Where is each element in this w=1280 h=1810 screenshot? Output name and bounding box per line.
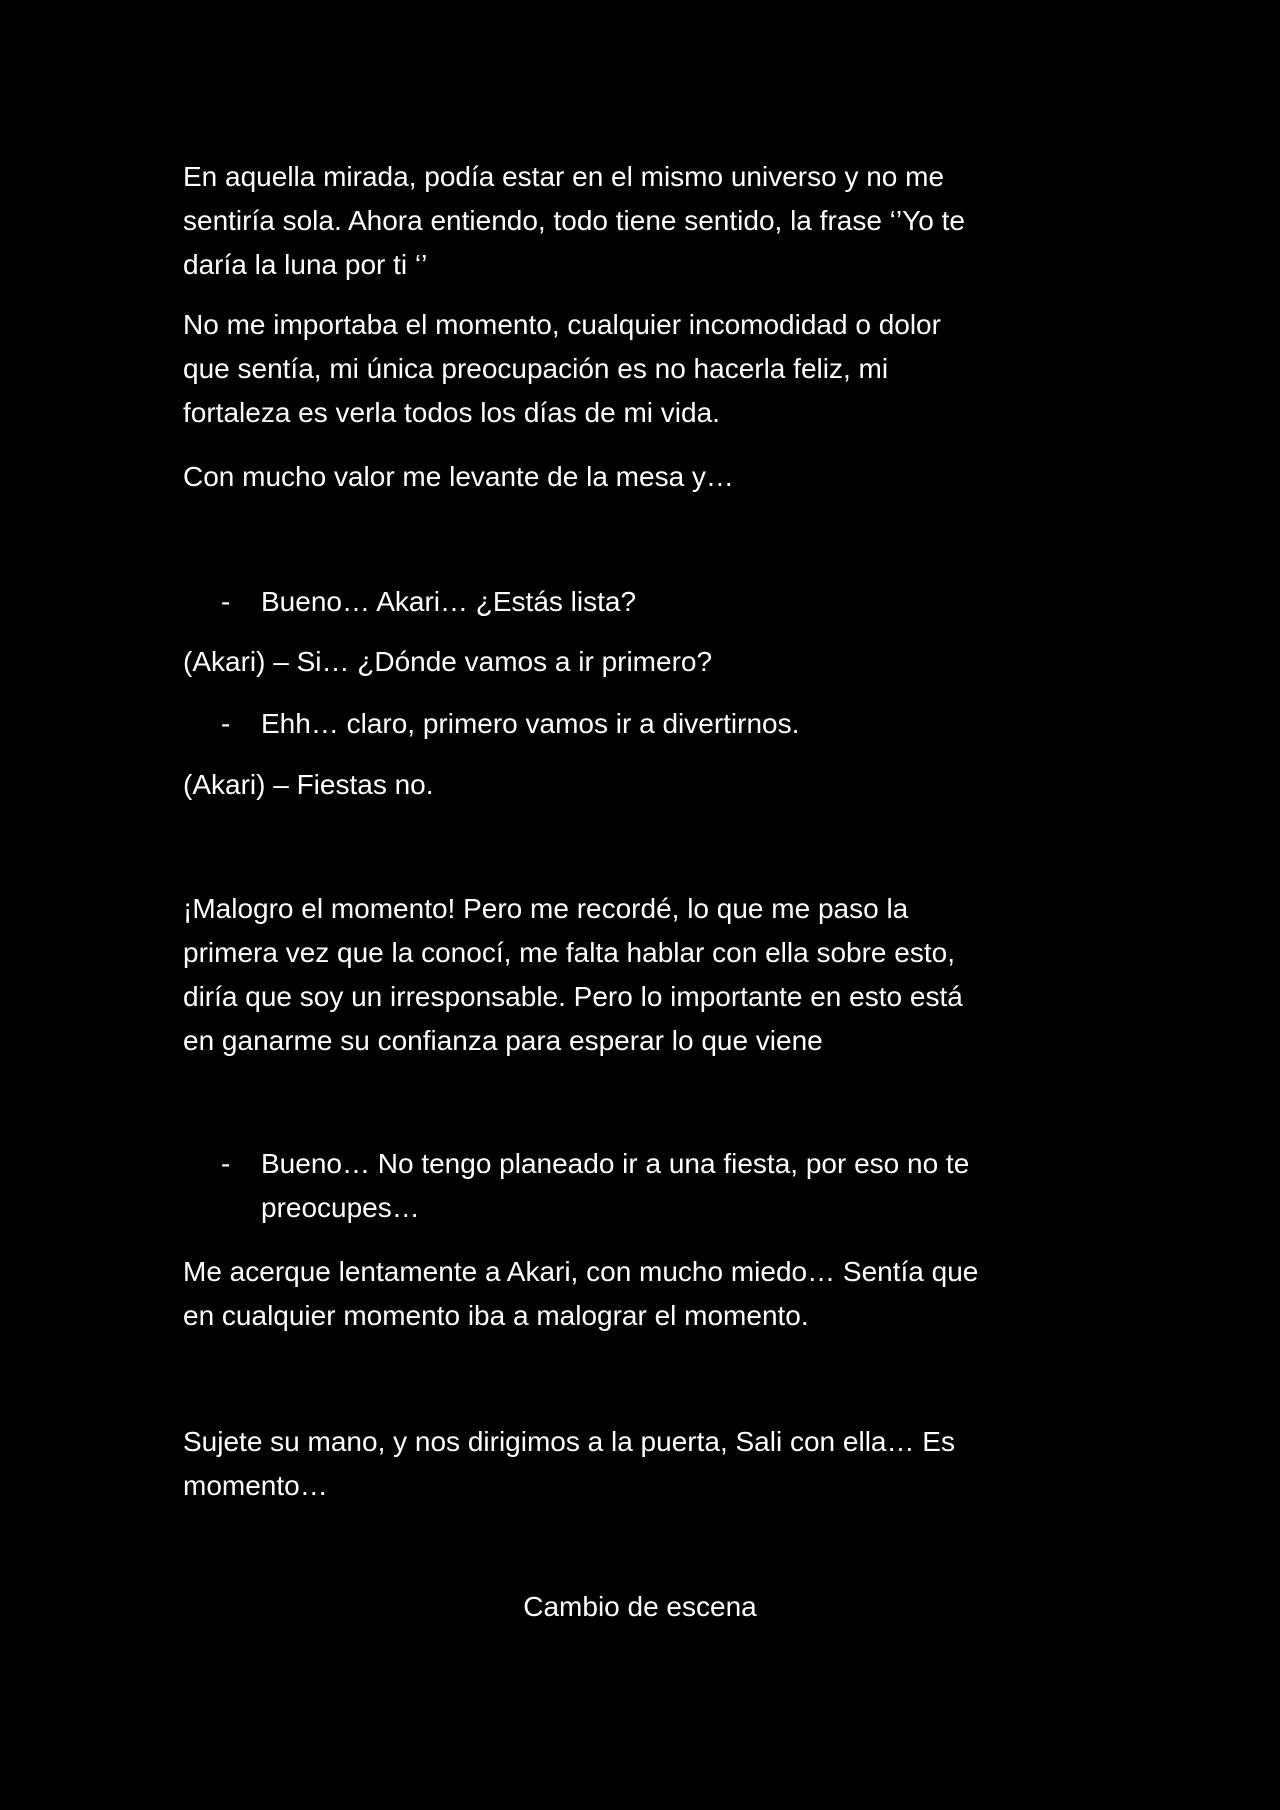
akari-line-2 [183, 763, 1098, 807]
scene-change-heading: Cambio de escena [523, 1591, 757, 1622]
paragraph-line: Me acerque lentamente a Akari, con mucho miedo… Sentía que [183, 1256, 979, 1287]
paragraph-line: fortaleza es verla todos los días de mi vida. [183, 397, 720, 428]
dialogue-dash: - [221, 708, 231, 739]
paragraph-5 [183, 1250, 1098, 1338]
paragraph-line: en cualquier momento iba a malograr el momento. [183, 1300, 809, 1331]
paragraph-1 [183, 155, 1098, 287]
dialogue-text: Bueno… Akari… ¿Estás lista? [261, 586, 637, 617]
paragraph-line: ¡Malogro el momento! Pero me recordé, lo que me paso la [183, 893, 909, 924]
paragraph-line: en ganarme su confianza para esperar lo que viene [183, 1025, 823, 1056]
paragraph-4 [183, 887, 1098, 1063]
paragraph-line: momento… [183, 1470, 328, 1501]
akari-text: (Akari) – Fiestas no. [183, 769, 434, 800]
paragraph-line: daría la luna por ti ‘’ [183, 249, 428, 280]
paragraph-line: Sujete su mano, y nos dirigimos a la puerta, Sali con ella… Es [183, 1426, 955, 1457]
paragraph-line: que sentía, mi única preocupación es no hacerla feliz, mi [183, 353, 889, 384]
paragraph-line: diría que soy un irresponsable. Pero lo importante en esto está [183, 981, 963, 1012]
paragraph-line: En aquella mirada, podía estar en el mismo universo y no me [183, 161, 945, 192]
paragraph-line: primera vez que la conocí, me falta hablar con ella sobre esto, [183, 937, 955, 968]
dialogue-line: preocupes… [261, 1192, 420, 1223]
paragraph-2 [183, 303, 1098, 435]
paragraph-6 [183, 1420, 1098, 1508]
dialogue-text [261, 1142, 1081, 1230]
paragraph-line: sentiría sola. Ahora entiendo, todo tiene sentido, la frase ‘’Yo te [183, 205, 965, 236]
akari-line-1 [183, 640, 1098, 684]
dialogue-line: Bueno… No tengo planeado ir a una fiesta, por eso no te [261, 1148, 970, 1179]
dialogue-dash: - [221, 586, 231, 617]
paragraph-line: No me importaba el momento, cualquier incomodidad o dolor [183, 309, 941, 340]
paragraph-3 [183, 455, 1098, 499]
paragraph-line: Con mucho valor me levante de la mesa y… [183, 461, 734, 492]
dialogue-dash: - [221, 1148, 231, 1179]
dialogue-text: Ehh… claro, primero vamos ir a divertirnos. [261, 708, 800, 739]
akari-text: (Akari) – Si… ¿Dónde vamos a ir primero? [183, 646, 713, 677]
